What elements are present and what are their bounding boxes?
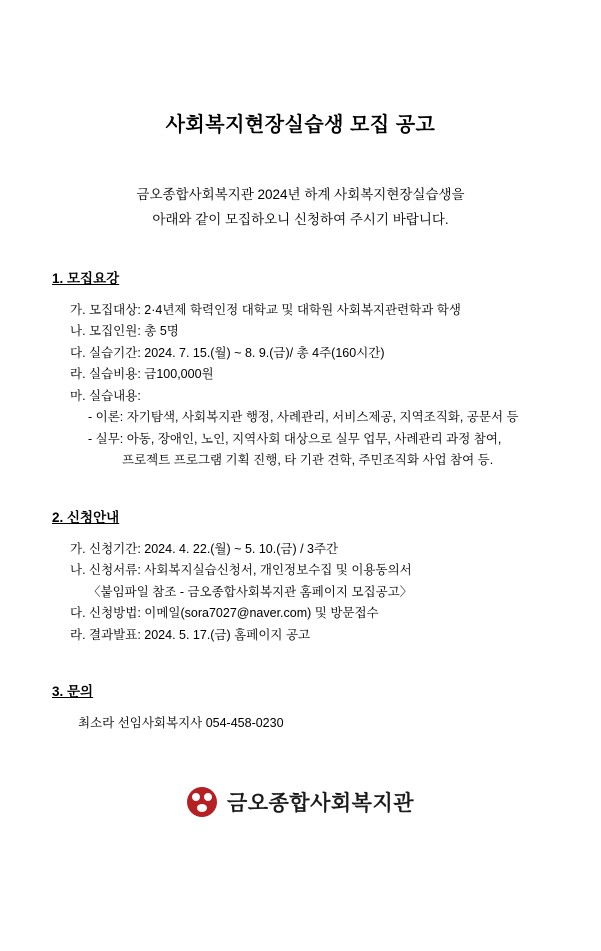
detail-line: 다. 실습기간: 2024. 7. 15.(월) ~ 8. 9.(금)/ 총 4주(160시간) — [70, 345, 385, 360]
detail-line: 가. 모집대상: 2·4년제 학력인정 대학교 및 대학원 사회복지관련학과 학생 — [70, 302, 461, 317]
page-title: 사회복지현장실습생 모집 공고 — [165, 114, 436, 136]
intro-line-2: 아래와 같이 모집하오니 신청하여 주시기 바랍니다. — [152, 211, 449, 227]
detail-line: 프로젝트 프로그램 기획 진행, 타 기관 견학, 주민조직화 사업 참여 등. — [122, 453, 494, 468]
section-body — [48, 539, 553, 647]
organization-name: 금오종합사회복지관 — [226, 791, 415, 815]
intro-paragraph — [48, 183, 553, 233]
organization-logo-icon — [187, 787, 217, 817]
section-recruitment-overview — [48, 267, 553, 472]
section-application-guide — [48, 506, 553, 647]
detail-line: 가. 신청기간: 2024. 4. 22.(월) ~ 5. 10.(금) / 3주간 — [70, 541, 339, 556]
section-heading: 1. 모집요강 — [52, 270, 120, 286]
detail-line: 다. 신청방법: 이메일(sora7027@naver.com) 및 방문접수 — [70, 606, 379, 621]
detail-line: 라. 실습비용: 금100,000원 — [70, 367, 214, 382]
section-heading: 3. 문의 — [52, 684, 94, 700]
detail-line: 나. 모집인원: 총 5명 — [70, 324, 179, 339]
detail-line: 라. 결과발표: 2024. 5. 17.(금) 홈페이지 공고 — [70, 627, 311, 642]
detail-line: 마. 실습내용: — [70, 388, 141, 403]
section-heading: 2. 신청안내 — [52, 509, 120, 525]
contact-line: 최소라 선임사회복지사 054-458-0230 — [78, 716, 284, 731]
intro-line-1: 금오종합사회복지관 2024년 하계 사회복지현장실습생을 — [136, 187, 465, 202]
detail-line: - 이론: 자기탐색, 사회복지관 행정, 사례관리, 서비스제공, 지역조직화, 공문서 등 — [88, 410, 519, 425]
document-page — [0, 108, 601, 951]
section-contact — [48, 680, 553, 734]
footer-logo — [48, 787, 553, 817]
detail-line: 나. 신청서류: 사회복지실습신청서, 개인정보수집 및 이용동의서 — [70, 563, 412, 578]
detail-line: - 실무: 아동, 장애인, 노인, 지역사회 대상으로 실무 업무, 사례관리 과정 참여, — [88, 431, 502, 446]
detail-line: 〈붙임파일 참조 - 금오종합사회복지관 홈페이지 모집공고〉 — [88, 584, 413, 599]
section-body — [48, 300, 553, 472]
